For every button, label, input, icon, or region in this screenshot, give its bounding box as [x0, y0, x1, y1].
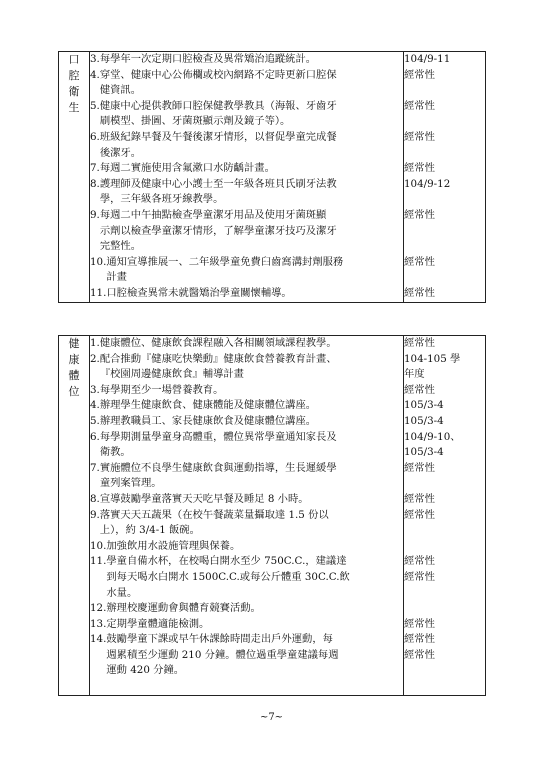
item-number: 11.	[90, 555, 107, 568]
item-number: 7.	[90, 162, 100, 175]
item-text-line: 配合推動『健康吃快樂動』健康飲食營養教育計畫、	[99, 352, 337, 365]
item-number: 6.	[90, 130, 100, 143]
list-item	[90, 286, 403, 302]
list-item	[90, 130, 403, 161]
list-item	[90, 508, 403, 539]
list-item	[90, 68, 403, 99]
item-text-line: 童列案管理。	[99, 477, 162, 490]
schedule-value: 經常性	[404, 648, 435, 661]
item-text	[106, 554, 403, 601]
oral-health-table	[58, 51, 486, 303]
schedule-value	[404, 679, 485, 695]
schedule-value: 105/3-4	[404, 399, 444, 412]
schedule-value: 經常性	[404, 383, 435, 396]
item-text-line: 後潔牙。	[99, 146, 142, 159]
item-text	[100, 430, 403, 461]
schedule-value	[404, 239, 485, 255]
item-number: 8.	[90, 177, 100, 190]
list-item	[90, 161, 403, 177]
item-text	[100, 352, 403, 383]
item-text-line: 水量。	[106, 586, 138, 599]
item-text-line: 健資訊。	[99, 84, 142, 97]
item-text	[100, 68, 403, 99]
list-item	[90, 601, 403, 617]
schedule-value: 年度	[404, 368, 425, 381]
schedule-value: 經常性	[404, 208, 435, 221]
category-cell	[59, 336, 90, 696]
item-number: 9.	[90, 208, 100, 221]
item-text-line: 每學期測量學童身高體重，體位異常學童通知家長及	[99, 430, 337, 443]
item-text	[100, 492, 403, 508]
list-item	[90, 617, 403, 633]
item-text-line: 班級紀錄早餐及午餐後潔牙情形，以督促學童完成餐	[99, 130, 337, 143]
list-item	[90, 461, 403, 492]
item-text-line: 上），約 3/4-1 飯碗。	[99, 524, 200, 537]
list-item	[90, 99, 403, 130]
item-number: 5.	[90, 99, 100, 112]
item-text	[100, 99, 403, 130]
item-number: 10.	[90, 255, 107, 268]
schedule-value	[404, 586, 485, 602]
schedule-value: 104/9-12	[404, 177, 451, 190]
item-text-line: 週累積至少運動 210 分鐘。體位過重學童建議每週	[106, 648, 339, 661]
schedule-value: 104/9-10、	[404, 430, 461, 443]
item-text-line: 宣導鼓勵學童落實天天吃早餐及睡足 8 小時。	[99, 492, 309, 505]
item-text	[100, 508, 403, 539]
schedule-value: 經常性	[404, 337, 435, 349]
item-number: 7.	[90, 461, 100, 474]
item-text-line: 學，三年級各班牙線教學。	[99, 193, 224, 206]
item-text	[106, 632, 403, 679]
item-number: 13.	[90, 617, 107, 630]
item-text-line: 實施體位不良學生健康飲食與運動指導，生長遲緩學	[99, 461, 337, 474]
schedule-value: 經常性	[404, 508, 435, 521]
dates-cell	[404, 336, 486, 696]
schedule-value: 經常性	[404, 99, 435, 112]
schedule-value	[404, 539, 485, 555]
schedule-value: 經常性	[404, 162, 435, 175]
item-text-line: 完整性。	[99, 240, 142, 253]
schedule-value: 104/9-11	[404, 53, 451, 65]
list-item	[90, 430, 403, 461]
schedule-value: 經常性	[404, 130, 435, 143]
item-number: 10.	[90, 539, 107, 552]
item-number: 3.	[90, 53, 100, 65]
list-item	[90, 539, 403, 555]
schedule-value: 經常性	[404, 68, 435, 81]
schedule-value: 105/3-4	[404, 446, 444, 459]
item-text-line: 計畫	[106, 271, 127, 284]
item-text	[106, 539, 403, 555]
item-number: 11.	[90, 286, 107, 299]
item-text	[100, 161, 403, 177]
item-text-line: 定期學童體適能檢測。	[106, 617, 210, 630]
item-number: 2.	[90, 352, 100, 365]
item-text-line: 鼓勵學童下課或早午休課餘時間走出戶外運動，每	[106, 633, 333, 646]
schedule-value	[404, 83, 485, 99]
item-text	[100, 208, 403, 255]
list-item	[90, 255, 403, 286]
item-text	[100, 52, 403, 68]
item-text-line: 辦理校慶運動會與體育競賽活動。	[106, 602, 261, 615]
schedule-value: 經常性	[404, 570, 435, 583]
category-label: 口腔衛生	[68, 53, 80, 114]
item-text-line: 每週二實施使用含氟漱口水防齲計畫。	[99, 162, 275, 175]
list-item	[90, 336, 403, 352]
schedule-value: 經常性	[404, 555, 435, 568]
item-text-line: 口腔檢查異常未就醫矯治學童關懷輔導。	[106, 286, 292, 299]
item-text-line: 健康體位、健康飲食課程融入各相關領域課程教學。	[99, 337, 337, 349]
schedule-value: 經常性	[404, 617, 435, 630]
schedule-value	[404, 224, 485, 240]
item-number: 8.	[90, 492, 100, 505]
item-number: 4.	[90, 399, 100, 412]
schedule-value	[404, 663, 485, 679]
item-text	[100, 414, 403, 430]
schedule-value: 經常性	[404, 255, 435, 268]
list-item	[90, 554, 403, 601]
item-text	[100, 177, 403, 208]
item-text	[100, 461, 403, 492]
list-item	[90, 383, 403, 399]
item-text-line: 每週二中午抽點檢查學童潔牙用品及使用牙菌斑顯	[99, 208, 327, 221]
item-number: 12.	[90, 602, 107, 615]
item-text	[100, 130, 403, 161]
schedule-value: 經常性	[404, 461, 435, 474]
item-text-line: 辦理教職員工、家長健康飲食及健康體位講座。	[99, 414, 317, 427]
item-text-line: 示劑以檢查學童潔牙情形，了解學童潔牙技巧及潔牙	[99, 224, 337, 237]
item-text	[106, 601, 403, 617]
list-item	[90, 414, 403, 430]
item-number: 1.	[90, 337, 100, 349]
schedule-value: 經常性	[404, 633, 435, 646]
item-text	[100, 398, 403, 414]
items-cell	[90, 52, 404, 303]
item-text	[106, 255, 403, 286]
item-text-line: 落實天天五蔬果（在校午餐蔬菜量攝取達 1.5 份以	[99, 508, 329, 521]
item-number: 5.	[90, 414, 100, 427]
category-cell	[59, 52, 90, 303]
item-text	[100, 336, 403, 352]
item-number: 4.	[90, 68, 100, 81]
item-text	[100, 383, 403, 399]
schedule-value	[404, 523, 485, 539]
schedule-value	[404, 146, 485, 162]
item-text-line: 辦理學生健康飲食、健康體能及健康體位講座。	[99, 399, 317, 412]
item-text-line: 通知宣導推展一、二年級學童免費臼齒窩溝封劑服務	[106, 255, 344, 268]
schedule-value: 105/3-4	[404, 414, 444, 427]
item-text-line: 加強飲用水設施管理與保養。	[106, 539, 241, 552]
item-text-line: 運動 420 分鐘。	[106, 664, 185, 677]
schedule-value: 經常性	[404, 286, 435, 299]
list-item	[90, 398, 403, 414]
schedule-value: 104-105 學	[404, 352, 461, 365]
item-text-line: 護理師及健康中心小護士至一年級各班貝氏刷牙法教	[99, 177, 337, 190]
item-text	[106, 617, 403, 633]
schedule-value: 經常性	[404, 492, 435, 505]
schedule-value	[404, 192, 485, 208]
list-item	[90, 352, 403, 383]
item-number: 6.	[90, 430, 100, 443]
list-item	[90, 177, 403, 208]
item-text-line: 到每天喝水白開水 1500C.C.或每公斤體重 30C.C.飲	[106, 570, 350, 583]
item-text-line: 學童自備水杯，在校喝白開水至少 750C.C.，建議達	[106, 555, 347, 568]
page-number: ~7~	[259, 712, 284, 723]
item-text-line: 刷模型、掛圖、牙菌斑顯示劑及鏡子等）。	[99, 115, 291, 128]
list-item	[90, 492, 403, 508]
item-text-line: 每學期至少一場營養教育。	[99, 383, 224, 396]
item-text-line: 『校園周邊健康飲食』輔導計畫	[99, 368, 244, 381]
list-item	[90, 632, 403, 679]
items-cell	[90, 336, 404, 696]
item-text-line: 健康中心提供教師口腔保健教學教具（海報、牙齒牙	[99, 99, 337, 112]
schedule-value	[404, 114, 485, 130]
category-label: 健康體位	[68, 337, 80, 398]
item-number: 3.	[90, 383, 100, 396]
item-number: 14.	[90, 633, 107, 646]
schedule-value	[404, 601, 485, 617]
healthy-weight-table	[58, 335, 486, 696]
schedule-value	[404, 270, 485, 286]
dates-cell	[404, 52, 486, 303]
list-item	[90, 52, 403, 68]
item-text	[106, 286, 403, 302]
schedule-value	[404, 476, 485, 492]
item-number: 9.	[90, 508, 100, 521]
list-item	[90, 208, 403, 255]
item-text-line: 穿堂、健康中心公佈欄或校內網路不定時更新口腔保	[99, 68, 337, 81]
item-text-line: 每學年一次定期口腔檢查及異常矯治追蹤統計。	[99, 53, 317, 65]
item-text-line: 衛教。	[99, 446, 131, 459]
